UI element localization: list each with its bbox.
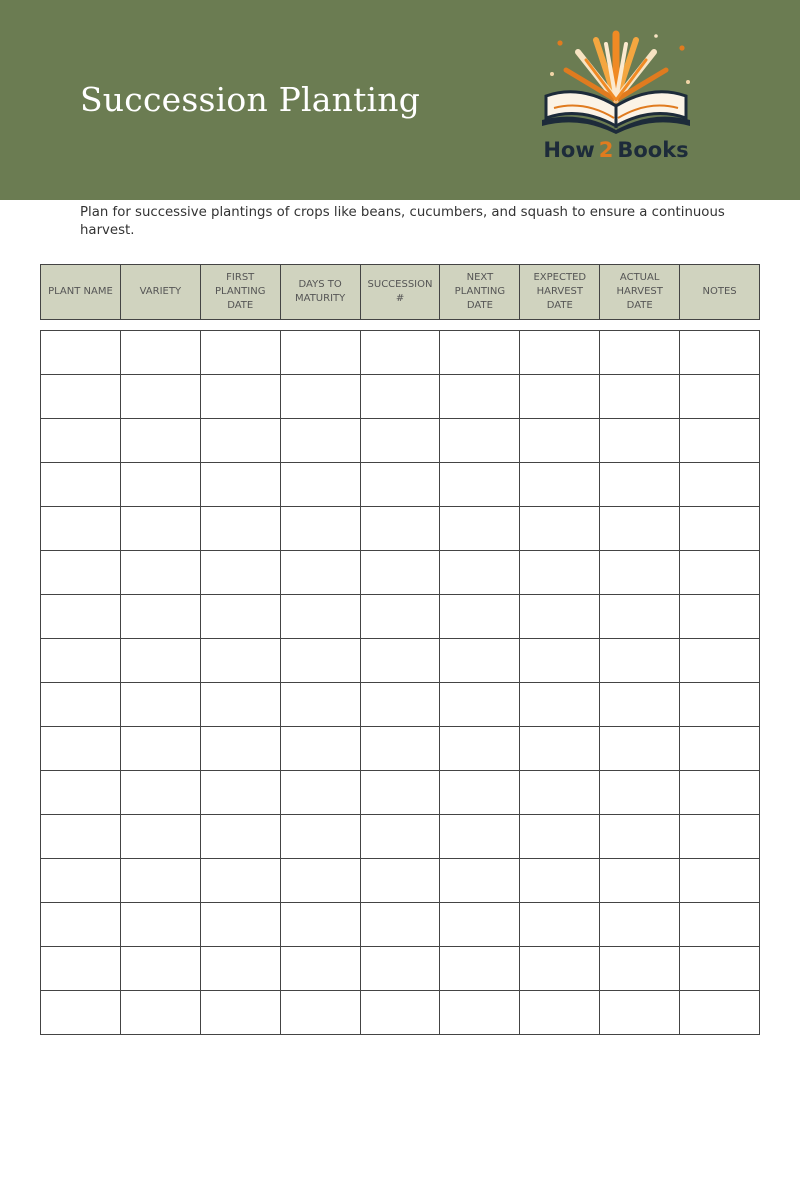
table-cell[interactable] xyxy=(680,595,760,639)
table-cell[interactable] xyxy=(281,771,361,815)
table-cell[interactable] xyxy=(361,551,441,595)
table-cell[interactable] xyxy=(520,991,600,1035)
table-cell[interactable] xyxy=(520,859,600,903)
table-cell[interactable] xyxy=(361,771,441,815)
table-cell[interactable] xyxy=(41,595,121,639)
table-cell[interactable] xyxy=(520,815,600,859)
table-cell[interactable] xyxy=(600,859,680,903)
table-cell[interactable] xyxy=(201,815,281,859)
table-cell[interactable] xyxy=(41,727,121,771)
column-header: VARIETY xyxy=(121,265,201,320)
table-cell[interactable] xyxy=(121,595,201,639)
table-cell[interactable] xyxy=(440,771,520,815)
table-cell[interactable] xyxy=(520,947,600,991)
table-cell[interactable] xyxy=(41,639,121,683)
table-cell[interactable] xyxy=(121,639,201,683)
table-cell[interactable] xyxy=(121,683,201,727)
table-cell[interactable] xyxy=(41,331,121,375)
open-book-icon xyxy=(536,30,696,140)
table-cell[interactable] xyxy=(600,507,680,551)
table-cell[interactable] xyxy=(361,507,441,551)
table-cell[interactable] xyxy=(440,991,520,1035)
table-cell[interactable] xyxy=(281,727,361,771)
table-cell[interactable] xyxy=(121,991,201,1035)
table-cell[interactable] xyxy=(201,507,281,551)
table-cell[interactable] xyxy=(361,903,441,947)
table-row xyxy=(41,903,760,947)
table-cell[interactable] xyxy=(680,859,760,903)
column-header: EXPECTED HARVEST DATE xyxy=(520,265,600,320)
table-cell[interactable] xyxy=(41,507,121,551)
table-row xyxy=(41,375,760,419)
table-cell[interactable] xyxy=(201,727,281,771)
table-cell[interactable] xyxy=(680,639,760,683)
table-cell[interactable] xyxy=(600,419,680,463)
brand-word-how: How xyxy=(543,138,595,162)
table-cell[interactable] xyxy=(440,375,520,419)
table-cell[interactable] xyxy=(201,375,281,419)
table-cell[interactable] xyxy=(121,331,201,375)
table-cell[interactable] xyxy=(520,683,600,727)
table-cell[interactable] xyxy=(361,463,441,507)
table-cell[interactable] xyxy=(440,331,520,375)
table-cell[interactable] xyxy=(680,419,760,463)
table-cell[interactable] xyxy=(440,551,520,595)
table-cell[interactable] xyxy=(121,463,201,507)
table-cell[interactable] xyxy=(281,815,361,859)
table-row xyxy=(41,683,760,727)
table-cell[interactable] xyxy=(520,463,600,507)
table-cell[interactable] xyxy=(201,551,281,595)
table-cell[interactable] xyxy=(520,375,600,419)
table-cell[interactable] xyxy=(121,815,201,859)
table-cell[interactable] xyxy=(41,991,121,1035)
page-title: Succession Planting xyxy=(80,80,421,119)
table-cell[interactable] xyxy=(440,903,520,947)
table-row xyxy=(41,331,760,375)
table-cell[interactable] xyxy=(440,947,520,991)
table-cell[interactable] xyxy=(41,947,121,991)
table-cell[interactable] xyxy=(281,991,361,1035)
table-row xyxy=(41,859,760,903)
table-cell[interactable] xyxy=(41,551,121,595)
table-cell[interactable] xyxy=(361,859,441,903)
table-cell[interactable] xyxy=(361,595,441,639)
table-cell[interactable] xyxy=(201,595,281,639)
column-header: DAYS TO MATURITY xyxy=(281,265,361,320)
table-cell[interactable] xyxy=(281,947,361,991)
table-cell[interactable] xyxy=(41,419,121,463)
table-cell[interactable] xyxy=(440,463,520,507)
table-row xyxy=(41,551,760,595)
column-header: FIRST PLANTING DATE xyxy=(201,265,281,320)
table-row xyxy=(41,463,760,507)
table-cell[interactable] xyxy=(600,727,680,771)
table-row xyxy=(41,815,760,859)
table-cell[interactable] xyxy=(281,419,361,463)
table-cell[interactable] xyxy=(600,595,680,639)
column-header: PLANT NAME xyxy=(41,265,121,320)
table-cell[interactable] xyxy=(440,815,520,859)
table-cell[interactable] xyxy=(201,331,281,375)
table-cell[interactable] xyxy=(281,683,361,727)
table-cell[interactable] xyxy=(121,507,201,551)
table-cell[interactable] xyxy=(281,639,361,683)
table-cell[interactable] xyxy=(361,815,441,859)
column-header: ACTUAL HARVEST DATE xyxy=(600,265,680,320)
table-cell[interactable] xyxy=(520,507,600,551)
table-cell[interactable] xyxy=(121,903,201,947)
column-header: NEXT PLANTING DATE xyxy=(440,265,520,320)
table-cell[interactable] xyxy=(201,463,281,507)
table-cell[interactable] xyxy=(361,991,441,1035)
table-cell[interactable] xyxy=(520,419,600,463)
brand-name xyxy=(536,136,696,164)
table-cell[interactable] xyxy=(361,683,441,727)
table-cell[interactable] xyxy=(600,903,680,947)
table-cell[interactable] xyxy=(440,639,520,683)
table-cell[interactable] xyxy=(201,771,281,815)
table-row xyxy=(41,419,760,463)
table-cell[interactable] xyxy=(281,859,361,903)
table-cell[interactable] xyxy=(680,463,760,507)
table-cell[interactable] xyxy=(680,683,760,727)
table-cell[interactable] xyxy=(600,991,680,1035)
table-cell[interactable] xyxy=(201,419,281,463)
table-cell[interactable] xyxy=(520,551,600,595)
table-cell[interactable] xyxy=(121,551,201,595)
table-cell[interactable] xyxy=(281,507,361,551)
table-cell[interactable] xyxy=(201,991,281,1035)
table-cell[interactable] xyxy=(281,331,361,375)
table-cell[interactable] xyxy=(361,639,441,683)
table-cell[interactable] xyxy=(281,595,361,639)
table-cell[interactable] xyxy=(680,551,760,595)
table-cell[interactable] xyxy=(41,903,121,947)
table-cell[interactable] xyxy=(440,419,520,463)
table-cell[interactable] xyxy=(600,815,680,859)
table-cell[interactable] xyxy=(41,683,121,727)
table-cell[interactable] xyxy=(41,859,121,903)
table-cell[interactable] xyxy=(41,375,121,419)
table-cell[interactable] xyxy=(361,375,441,419)
table-cell[interactable] xyxy=(121,947,201,991)
column-header: NOTES xyxy=(680,265,760,320)
table-cell[interactable] xyxy=(41,771,121,815)
table-cell[interactable] xyxy=(201,683,281,727)
table-cell[interactable] xyxy=(361,947,441,991)
table-cell[interactable] xyxy=(600,947,680,991)
table-cell[interactable] xyxy=(281,463,361,507)
table-row xyxy=(41,639,760,683)
table-cell[interactable] xyxy=(440,683,520,727)
table-cell[interactable] xyxy=(680,947,760,991)
table-cell[interactable] xyxy=(440,507,520,551)
table-cell[interactable] xyxy=(361,419,441,463)
table-header xyxy=(40,264,760,320)
table-cell[interactable] xyxy=(440,859,520,903)
table-cell[interactable] xyxy=(121,771,201,815)
table-row xyxy=(41,771,760,815)
table-cell[interactable] xyxy=(680,331,760,375)
table-cell[interactable] xyxy=(121,419,201,463)
table-cell[interactable] xyxy=(520,639,600,683)
table-row xyxy=(41,727,760,771)
table-cell[interactable] xyxy=(520,903,600,947)
table-cell[interactable] xyxy=(680,903,760,947)
planting-table xyxy=(40,330,760,1035)
table-cell[interactable] xyxy=(201,947,281,991)
table-cell[interactable] xyxy=(520,727,600,771)
table-cell[interactable] xyxy=(440,727,520,771)
table-cell[interactable] xyxy=(201,639,281,683)
table-cell[interactable] xyxy=(201,859,281,903)
table-cell[interactable] xyxy=(680,727,760,771)
table-cell[interactable] xyxy=(600,463,680,507)
column-header: SUCCESSION # xyxy=(361,265,441,320)
intro-text: Plan for successive plantings of crops like beans, cucumbers, and squash to ensure a continuous harvest. xyxy=(80,205,725,238)
table-cell[interactable] xyxy=(680,375,760,419)
table-cell[interactable] xyxy=(600,331,680,375)
table-cell[interactable] xyxy=(680,507,760,551)
table-cell[interactable] xyxy=(520,595,600,639)
table-cell[interactable] xyxy=(600,639,680,683)
brand-number: 2 xyxy=(598,138,614,162)
table-cell[interactable] xyxy=(520,331,600,375)
table-cell[interactable] xyxy=(680,991,760,1035)
table-cell[interactable] xyxy=(361,331,441,375)
table-cell[interactable] xyxy=(41,463,121,507)
brand-logo xyxy=(536,30,696,170)
table-cell[interactable] xyxy=(281,903,361,947)
table-cell[interactable] xyxy=(361,727,441,771)
table-cell[interactable] xyxy=(600,683,680,727)
table-cell[interactable] xyxy=(440,595,520,639)
table-row xyxy=(41,947,760,991)
table-row xyxy=(41,595,760,639)
table-cell[interactable] xyxy=(600,771,680,815)
table-cell[interactable] xyxy=(281,375,361,419)
table-cell[interactable] xyxy=(201,903,281,947)
brand-word-books: Books xyxy=(617,138,689,162)
table-cell[interactable] xyxy=(121,727,201,771)
table-cell[interactable] xyxy=(41,815,121,859)
table-cell[interactable] xyxy=(121,375,201,419)
table-cell[interactable] xyxy=(121,859,201,903)
table-cell[interactable] xyxy=(680,815,760,859)
table-cell[interactable] xyxy=(680,771,760,815)
table-row xyxy=(41,991,760,1035)
table-cell[interactable] xyxy=(600,375,680,419)
table-cell[interactable] xyxy=(281,551,361,595)
table-row xyxy=(41,507,760,551)
table-cell[interactable] xyxy=(600,551,680,595)
table-cell[interactable] xyxy=(520,771,600,815)
header-banner xyxy=(0,0,800,200)
